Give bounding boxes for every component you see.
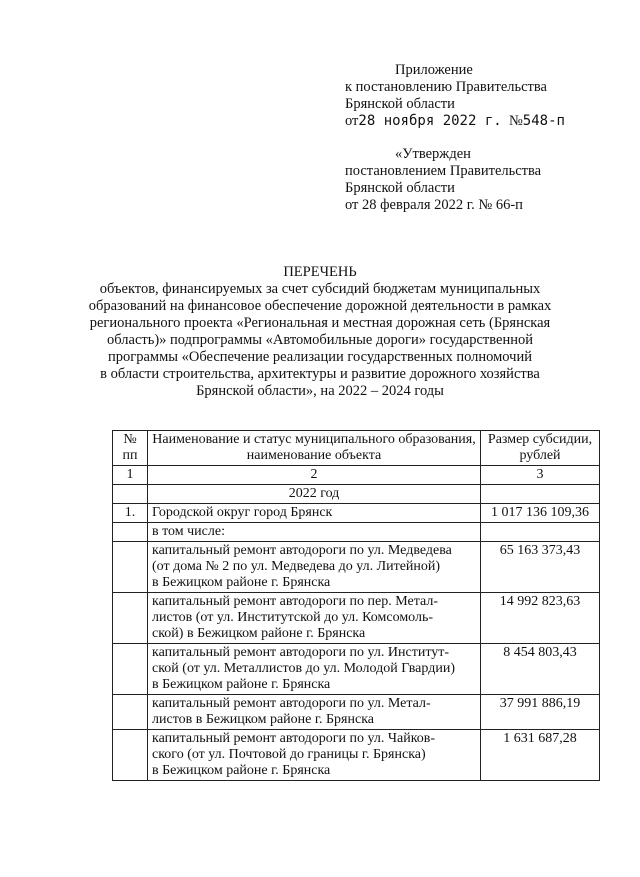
objects-table	[112, 430, 600, 781]
object-amount: 37 991 886,19	[481, 695, 600, 730]
group-name: Городской округ город Брянск	[148, 504, 481, 523]
object-amount: 8 454 803,43	[481, 644, 600, 695]
approved-title: «Утвержден	[395, 146, 471, 162]
table-row	[113, 593, 600, 644]
numbering-cell: 1	[113, 466, 148, 485]
year-label: 2022 год	[148, 485, 481, 504]
object-name-line: капитальный ремонт автодороги по ул. Метал-	[152, 696, 431, 711]
heading-line: в области строительства, архитектуры и развитие дорожного хозяйства	[100, 366, 540, 382]
header-name: Наименование и статус муниципального образования, наименование объекта	[148, 431, 481, 466]
document-title: ПЕРЕЧЕНЬ	[283, 264, 357, 280]
date-prefix: от	[345, 113, 359, 129]
object-name	[148, 695, 481, 730]
heading-line: область)» подпрограммы «Автомобильные дороги» государственной	[107, 332, 533, 348]
year-row	[113, 485, 600, 504]
object-name	[148, 730, 481, 781]
table-row	[113, 542, 600, 593]
approved-line1: постановлением Правительства	[345, 163, 542, 179]
date-value: 28 ноября 2022 г.	[358, 113, 502, 129]
header-amount: Размер субсидии, рублей	[481, 431, 600, 466]
numbering-cell: 2	[148, 466, 481, 485]
including-row	[113, 523, 600, 542]
approved-line3: от 28 февраля 2022 г. № 66-п	[345, 197, 523, 213]
table-row	[113, 695, 600, 730]
appendix-block	[345, 62, 565, 130]
object-name-line: ской (от ул. Металлистов до ул. Молодой Гвардии)	[152, 661, 455, 676]
object-name-line: в Бежицком районе г. Брянска	[152, 575, 331, 590]
group-amount: 1 017 136 109,36	[481, 504, 600, 523]
appendix-line1: к постановлению Правительства	[345, 79, 547, 95]
object-amount: 1 631 687,28	[481, 730, 600, 781]
including-label: в том числе:	[148, 523, 481, 542]
object-name-line: ского (от ул. Почтовой до границы г. Брянска)	[152, 747, 426, 762]
approved-line2: Брянской области	[345, 180, 455, 196]
object-amount: 65 163 373,43	[481, 542, 600, 593]
number-value: 548-п	[522, 113, 565, 129]
object-name-line: капитальный ремонт автодороги по пер. Метал-	[152, 594, 438, 609]
object-name-line: листов в Бежицком районе г. Брянска	[152, 712, 375, 727]
group-number: 1.	[113, 504, 148, 523]
heading-line: Брянской области», на 2022 – 2024 годы	[196, 383, 444, 399]
object-name-line: капитальный ремонт автодороги по ул. Чайков-	[152, 731, 436, 746]
approved-block	[345, 146, 541, 214]
table-row	[113, 730, 600, 781]
appendix-line2: Брянской области	[345, 96, 455, 112]
object-name	[148, 542, 481, 593]
object-name-line: в Бежицком районе г. Брянска	[152, 677, 331, 692]
table-header-row	[113, 431, 600, 466]
heading-line: регионального проекта «Региональная и местная дорожная сеть (Брянская	[89, 315, 551, 331]
number-prefix: №	[508, 113, 523, 129]
appendix-date-line	[345, 113, 565, 130]
numbering-cell: 3	[481, 466, 600, 485]
object-name	[148, 593, 481, 644]
table-row	[113, 644, 600, 695]
appendix-title: Приложение	[395, 62, 473, 78]
object-name-line: капитальный ремонт автодороги по ул. Институт-	[152, 645, 450, 660]
object-name-line: листов (от ул. Институтской до ул. Комсомоль-	[152, 610, 434, 625]
object-name	[148, 644, 481, 695]
object-name-line: (от дома № 2 по ул. Медведева до ул. Литейной)	[152, 559, 441, 574]
object-name-line: капитальный ремонт автодороги по ул. Медведева	[152, 543, 452, 558]
heading-line: образований на финансовое обеспечение дорожной деятельности в рамках	[88, 298, 552, 314]
heading-line: объектов, финансируемых за счет субсидий бюджетам муниципальных	[99, 281, 541, 297]
group-row	[113, 504, 600, 523]
object-name-line: в Бежицком районе г. Брянска	[152, 763, 331, 778]
column-numbering-row	[113, 466, 600, 485]
object-amount: 14 992 823,63	[481, 593, 600, 644]
object-name-line: ской) в Бежицком районе г. Брянска	[152, 626, 366, 641]
heading-line: программы «Обеспечение реализации государственных полномочий	[108, 349, 532, 365]
header-number: № пп	[113, 431, 148, 466]
document-heading	[80, 264, 560, 400]
